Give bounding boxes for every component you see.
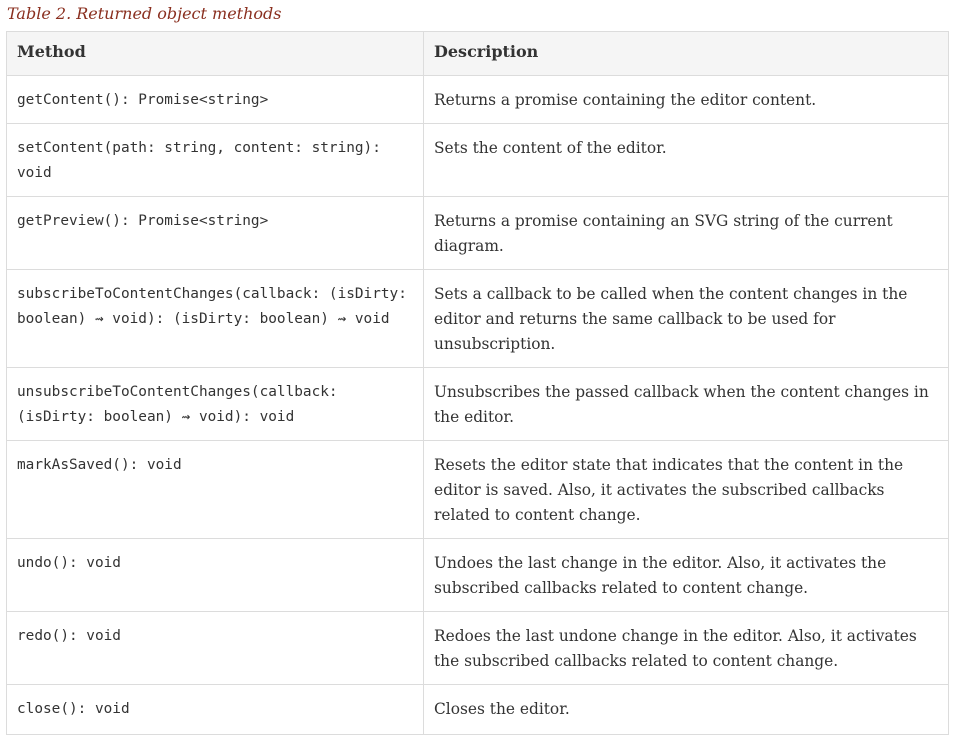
description-cell: Unsubscribes the passed callback when the content changes in the editor. [424, 368, 949, 441]
table-caption: Table 2. Returned object methods [7, 4, 282, 23]
method-cell: setContent(path: string, content: string): void [7, 124, 424, 197]
table-row [7, 685, 949, 735]
header-row [7, 32, 949, 76]
method-cell: subscribeToContentChanges(callback: (isDirty: boolean) ⇝ void): (isDirty: boolean) ⇝ void [7, 270, 424, 368]
description-cell: Returns a promise containing the editor content. [424, 76, 949, 124]
description-cell: Closes the editor. [424, 685, 949, 735]
description-cell: Undoes the last change in the editor. Also, it activates the subscribed callbacks related to content change. [424, 539, 949, 612]
method-cell: unsubscribeToContentChanges(callback: (isDirty: boolean) ⇝ void): void [7, 368, 424, 441]
table-row [7, 612, 949, 685]
table-row [7, 441, 949, 539]
table-row [7, 197, 949, 270]
table-body [7, 76, 949, 735]
methods-table [6, 31, 949, 735]
header-description: Description [424, 32, 949, 76]
table-header [7, 32, 949, 76]
header-method: Method [7, 32, 424, 76]
method-cell: undo(): void [7, 539, 424, 612]
table-row [7, 124, 949, 197]
method-cell: close(): void [7, 685, 424, 735]
description-cell: Redoes the last undone change in the editor. Also, it activates the subscribed callbacks related to content change. [424, 612, 949, 685]
description-cell: Sets a callback to be called when the content changes in the editor and returns the same callback to be used for unsubscription. [424, 270, 949, 368]
method-cell: getContent(): Promise<string> [7, 76, 424, 124]
method-cell: redo(): void [7, 612, 424, 685]
description-cell: Sets the content of the editor. [424, 124, 949, 197]
table-row [7, 270, 949, 368]
table-row [7, 368, 949, 441]
description-cell: Resets the editor state that indicates that the content in the editor is saved. Also, it activates the subscribed callbacks related to content change. [424, 441, 949, 539]
method-cell: markAsSaved(): void [7, 441, 424, 539]
description-cell: Returns a promise containing an SVG string of the current diagram. [424, 197, 949, 270]
table-row [7, 76, 949, 124]
table-row [7, 539, 949, 612]
method-cell: getPreview(): Promise<string> [7, 197, 424, 270]
